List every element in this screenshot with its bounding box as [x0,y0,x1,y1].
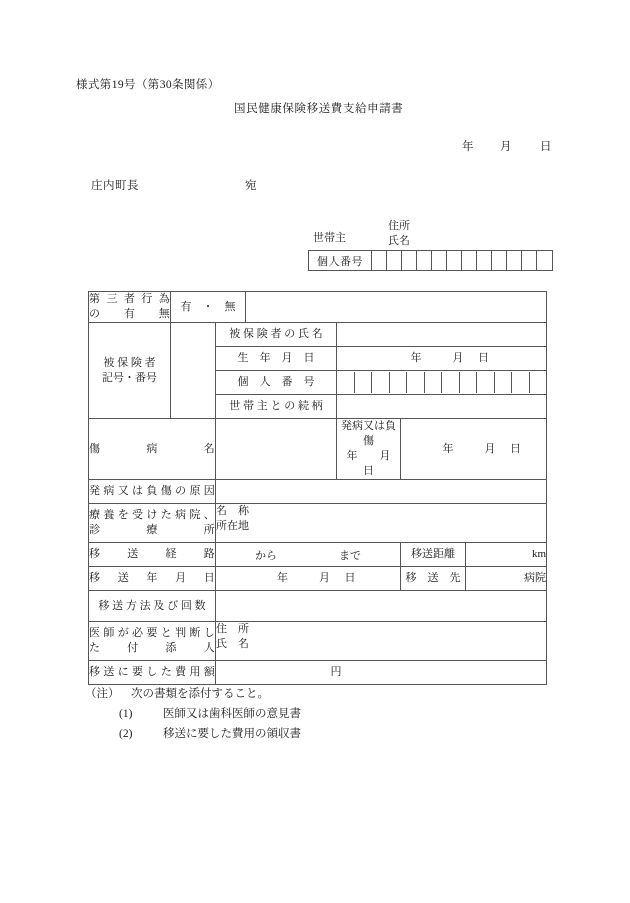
insured-mynumber-label: 個 人 番 号 [216,371,337,395]
mynumber-digit-cell[interactable] [442,372,460,393]
distance-value-cell[interactable] [466,543,547,567]
insured-name-label: 被 保 険 者 の 氏 名 [216,323,337,347]
mynumber-digit-cell[interactable] [372,372,390,393]
mynumber-digit-cell[interactable] [355,372,373,393]
cost-label: 移送に要した費用額 [89,661,216,685]
hospital-label-cell [89,504,216,543]
hospital-address-label: 所在地 [216,520,249,532]
onset-label-line2: 年 月 日 [346,450,413,477]
birthdate-day-label: 日 [478,352,489,364]
birthdate-ymd [337,351,546,366]
insured-symbol-value-cell[interactable] [171,323,216,419]
table-row-third-party [89,292,547,323]
insured-symbol-label-line2: 記号・番号 [102,371,157,384]
form-number: 様式第19号（第30条関係） [76,79,220,91]
mynumber-digit-cell[interactable] [387,251,402,270]
mynumber-digit-cell[interactable] [407,372,425,393]
insured-mynumber-cells [337,371,547,395]
householder-address-label: 住所 [388,220,410,232]
attendant-label-cell [89,622,216,661]
distance-label: 移送距離 [401,543,466,567]
onset-year-label: 年 [442,442,454,455]
table-row-cause [89,480,547,504]
mynumber-digit-cell[interactable] [432,251,447,270]
birthdate-value-cell[interactable] [337,347,547,371]
relationship-value-cell[interactable] [337,395,547,419]
route-value-cell[interactable] [216,543,401,567]
table-row-injury-name [89,419,547,480]
attendant-label-line1: 医師が必要と判断し [89,627,215,639]
method-label: 移 送 方 法 及 び 回 数 [89,591,216,622]
date-month-label: 月 [500,141,512,153]
hospital-name-label: 名 称 [216,505,249,517]
application-table [88,291,547,685]
mynumber-digit-cell[interactable] [462,251,477,270]
onset-month-label: 月 [484,442,496,455]
table-row-route [89,543,547,567]
submission-date-line [462,138,552,154]
mynumber-digit-cell[interactable] [425,372,443,393]
distance-unit-label: km [531,548,546,560]
third-party-label-line2: の 有 無 [89,308,170,320]
injury-name-label: 傷 病 名 [89,419,216,480]
note-item-text: 移送に要した費用の領収書 [163,728,301,740]
mynumber-digit-cell[interactable] [372,251,387,270]
mynumber-digit-cell[interactable] [477,251,492,270]
onset-ymd [401,442,546,457]
date-year-label: 年 [462,141,474,153]
householder-mynumber-row [308,250,553,271]
householder-name-label: 氏名 [388,235,410,247]
mynumber-digit-cell[interactable] [477,372,495,393]
mynumber-digit-cell[interactable] [390,372,408,393]
third-party-blank-cell[interactable] [246,292,547,323]
table-row-cost [89,661,547,685]
mynumber-digit-cell[interactable] [337,372,355,393]
transport-year-label: 年 [277,572,288,584]
notes-block [85,684,301,744]
hospital-label-line1: 療養を受けた病院、 [89,509,215,521]
mynumber-digit-cell[interactable] [402,251,417,270]
note-item-number: (2) [119,728,133,740]
table-row-insured-name [89,323,547,347]
page-title: 国民健康保険移送費支給申請書 [234,103,404,115]
cost-value-cell[interactable] [216,661,547,685]
addressee-suffix: 宛 [245,180,257,192]
mynumber-digit-cell[interactable] [447,251,462,270]
table-row-attendant [89,622,547,661]
householder-label: 世帯主 [313,232,346,244]
note-item [85,704,301,724]
attendant-address-label: 住 所 [216,623,249,635]
insured-symbol-label-cell [89,323,171,419]
hospital-value-cell[interactable] [216,504,547,543]
onset-label-line1: 発病又は負傷 [341,420,396,447]
insured-name-value-cell[interactable] [337,323,547,347]
notes-header [85,684,301,704]
destination-unit-label: 病院 [524,572,546,584]
attendant-value-cell[interactable] [216,622,547,661]
third-party-label-line1: 第三者行為 [89,293,170,305]
third-party-options-cell[interactable]: 有 ・ 無 [171,292,246,323]
note-item [85,724,301,744]
mynumber-digit-cell[interactable] [537,251,552,270]
mynumber-digit-cell[interactable] [512,372,530,393]
note-item-number: (1) [119,708,133,720]
notes-header-text: 次の書類を添付すること。 [131,688,269,700]
mynumber-digit-cell[interactable] [507,251,522,270]
householder-fields [388,219,410,249]
destination-label: 移 送 先 [401,567,466,591]
hospital-label-line2: 診 療 所 [89,524,215,536]
mynumber-digit-cell[interactable] [492,251,507,270]
addressee-name: 庄内町長 [91,180,139,192]
destination-value-cell[interactable] [466,567,547,591]
attendant-label-line2: た 付 添 人 [89,642,215,654]
onset-label-cell [337,419,413,480]
cause-value-cell[interactable] [216,480,547,504]
mynumber-digit-cell[interactable] [417,251,432,270]
route-to-label: まで [339,549,361,562]
method-value-cell[interactable] [216,591,547,622]
table-row-method [89,591,547,622]
cost-unit-label: 円 [330,666,342,678]
transport-month-label: 月 [319,572,330,584]
insured-mynumber-grid [337,372,546,393]
attendant-name-label: 氏 名 [216,638,249,650]
transport-date-value-cell[interactable] [216,567,401,591]
route-from-label: から [255,549,277,562]
table-row-hospital [89,504,547,543]
transport-day-label: 日 [344,572,356,584]
insured-symbol-label-line1: 被 保 険 者 [103,356,156,369]
route-label: 移 送 経 路 [89,543,216,567]
transport-ymd [216,571,400,586]
note-item-text: 医師又は歯科医師の意見書 [163,708,301,720]
route-endpoints [216,543,400,566]
birthdate-month-label: 月 [452,352,464,364]
injury-name-value-cell[interactable] [216,419,337,480]
date-day-label: 日 [540,141,552,153]
relationship-label: 世 帯 主 と の 続 柄 [216,395,337,419]
mynumber-digit-cell[interactable] [495,372,513,393]
onset-day-label: 日 [510,442,521,455]
householder-mynumber-label: 個人番号 [309,251,372,270]
mynumber-digit-cell[interactable] [460,372,478,393]
notes-marker: （注） [85,688,120,700]
onset-date-value-cell[interactable] [401,419,547,480]
transport-date-label: 移 送 年 月 日 [89,567,216,591]
birthdate-label: 生 年 月 日 [216,347,337,371]
table-row-transport-date [89,567,547,591]
third-party-label-cell [89,292,171,323]
birthdate-year-label: 年 [410,352,422,364]
cause-label: 発病又は負傷の原因 [89,480,216,504]
mynumber-digit-cell[interactable] [522,251,537,270]
mynumber-digit-cell[interactable] [530,372,547,393]
